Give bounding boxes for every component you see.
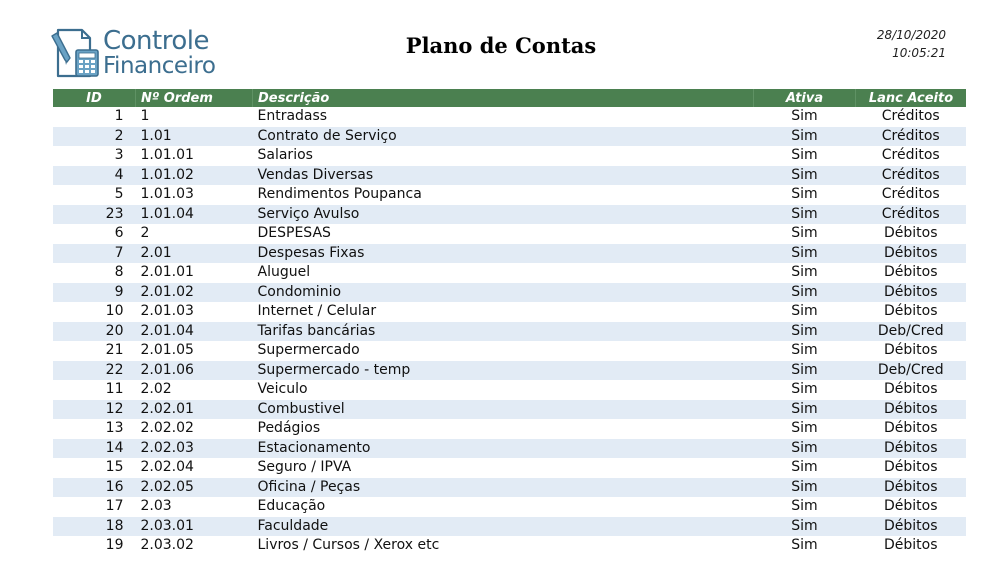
logo (48, 26, 248, 82)
cell-active: Sim (754, 517, 856, 537)
cell-entry-type: Deb/Cred (856, 361, 967, 381)
cell-active: Sim (754, 400, 856, 420)
cell-id: 6 (53, 224, 136, 244)
cell-description: Rendimentos Poupanca (253, 185, 754, 205)
cell-order: 2.03 (136, 497, 253, 517)
cell-order: 2.02.04 (136, 458, 253, 478)
cell-order: 2.02.02 (136, 419, 253, 439)
cell-active: Sim (754, 458, 856, 478)
cell-order: 2.02.01 (136, 400, 253, 420)
calculator-document-icon (48, 26, 102, 80)
cell-order: 2.01.03 (136, 302, 253, 322)
cell-order: 2.03.02 (136, 536, 253, 556)
cell-id: 10 (53, 302, 136, 322)
cell-description: Faculdade (253, 517, 754, 537)
print-date: 28/10/2020 (876, 28, 946, 42)
cell-description: Internet / Celular (253, 302, 754, 322)
cell-description: Supermercado - temp (253, 361, 754, 381)
cell-id: 11 (53, 380, 136, 400)
cell-active: Sim (754, 205, 856, 225)
table-header-row (53, 89, 966, 107)
table-body (53, 107, 966, 556)
cell-entry-type: Débitos (856, 302, 967, 322)
cell-id: 12 (53, 400, 136, 420)
table-row (53, 380, 966, 400)
cell-active: Sim (754, 380, 856, 400)
cell-id: 20 (53, 322, 136, 342)
cell-id: 15 (53, 458, 136, 478)
table-row (53, 127, 966, 147)
cell-id: 13 (53, 419, 136, 439)
cell-order: 2.02.03 (136, 439, 253, 459)
cell-order: 2 (136, 224, 253, 244)
cell-active: Sim (754, 224, 856, 244)
print-time: 10:05:21 (892, 46, 946, 60)
cell-entry-type: Débitos (856, 478, 967, 498)
cell-order: 2.03.01 (136, 517, 253, 537)
table-row (53, 458, 966, 478)
cell-description: Supermercado (253, 341, 754, 361)
cell-id: 3 (53, 146, 136, 166)
cell-active: Sim (754, 107, 856, 127)
cell-id: 22 (53, 361, 136, 381)
cell-id: 8 (53, 263, 136, 283)
table-row (53, 263, 966, 283)
column-header-id: ID (53, 89, 136, 107)
cell-order: 2.01.04 (136, 322, 253, 342)
cell-id: 4 (53, 166, 136, 186)
cell-entry-type: Débitos (856, 439, 967, 459)
cell-description: Livros / Cursos / Xerox etc (253, 536, 754, 556)
cell-entry-type: Créditos (856, 166, 967, 186)
cell-entry-type: Créditos (856, 107, 967, 127)
cell-active: Sim (754, 361, 856, 381)
column-header-description: Descrição (253, 89, 754, 107)
cell-id: 16 (53, 478, 136, 498)
cell-order: 1.01.04 (136, 205, 253, 225)
cell-description: Seguro / IPVA (253, 458, 754, 478)
table-row (53, 107, 966, 127)
cell-active: Sim (754, 439, 856, 459)
cell-active: Sim (754, 283, 856, 303)
cell-entry-type: Débitos (856, 341, 967, 361)
cell-id: 2 (53, 127, 136, 147)
cell-entry-type: Créditos (856, 185, 967, 205)
cell-description: Contrato de Serviço (253, 127, 754, 147)
cell-id: 17 (53, 497, 136, 517)
cell-active: Sim (754, 244, 856, 264)
cell-order: 1.01.03 (136, 185, 253, 205)
table-row (53, 439, 966, 459)
cell-order: 2.01 (136, 244, 253, 264)
table-row (53, 283, 966, 303)
table-row (53, 166, 966, 186)
cell-description: Salarios (253, 146, 754, 166)
cell-entry-type: Débitos (856, 419, 967, 439)
cell-order: 1 (136, 107, 253, 127)
cell-order: 2.01.02 (136, 283, 253, 303)
print-timestamp (877, 26, 946, 62)
table-row (53, 536, 966, 556)
cell-description: Veiculo (253, 380, 754, 400)
cell-id: 18 (53, 517, 136, 537)
cell-active: Sim (754, 497, 856, 517)
cell-description: Despesas Fixas (253, 244, 754, 264)
cell-active: Sim (754, 166, 856, 186)
cell-order: 2.01.01 (136, 263, 253, 283)
cell-description: Oficina / Peças (253, 478, 754, 498)
cell-active: Sim (754, 302, 856, 322)
table-row (53, 341, 966, 361)
page-title: Plano de Contas (405, 33, 597, 58)
cell-id: 7 (53, 244, 136, 264)
cell-id: 14 (53, 439, 136, 459)
cell-active: Sim (754, 263, 856, 283)
cell-entry-type: Débitos (856, 536, 967, 556)
cell-active: Sim (754, 536, 856, 556)
column-header-order: Nº Ordem (136, 89, 253, 107)
cell-description: Aluguel (253, 263, 754, 283)
cell-entry-type: Créditos (856, 127, 967, 147)
cell-description: DESPESAS (253, 224, 754, 244)
cell-id: 19 (53, 536, 136, 556)
cell-entry-type: Débitos (856, 517, 967, 537)
cell-order: 2.01.05 (136, 341, 253, 361)
cell-id: 5 (53, 185, 136, 205)
table-row (53, 185, 966, 205)
table-row (53, 517, 966, 537)
column-header-entry-type: Lanc Aceito (856, 89, 967, 107)
cell-active: Sim (754, 146, 856, 166)
cell-description: Vendas Diversas (253, 166, 754, 186)
cell-id: 9 (53, 283, 136, 303)
logo-text-line2: Financeiro (103, 53, 216, 79)
cell-order: 2.01.06 (136, 361, 253, 381)
cell-order: 1.01 (136, 127, 253, 147)
cell-active: Sim (754, 478, 856, 498)
table-row (53, 302, 966, 322)
cell-active: Sim (754, 419, 856, 439)
cell-order: 1.01.02 (136, 166, 253, 186)
logo-text-line1: Controle (103, 26, 209, 56)
table-row (53, 322, 966, 342)
cell-id: 21 (53, 341, 136, 361)
cell-description: Serviço Avulso (253, 205, 754, 225)
cell-active: Sim (754, 127, 856, 147)
cell-active: Sim (754, 185, 856, 205)
cell-description: Tarifas bancárias (253, 322, 754, 342)
cell-description: Pedágios (253, 419, 754, 439)
cell-description: Entradass (253, 107, 754, 127)
cell-entry-type: Créditos (856, 146, 967, 166)
cell-active: Sim (754, 322, 856, 342)
cell-entry-type: Débitos (856, 380, 967, 400)
cell-active: Sim (754, 341, 856, 361)
table-row (53, 146, 966, 166)
table-row (53, 478, 966, 498)
accounts-table (53, 89, 966, 556)
table-row (53, 419, 966, 439)
table-row (53, 205, 966, 225)
table-row (53, 244, 966, 264)
cell-entry-type: Débitos (856, 497, 967, 517)
column-header-active: Ativa (754, 89, 856, 107)
table-row (53, 224, 966, 244)
cell-entry-type: Débitos (856, 283, 967, 303)
cell-entry-type: Débitos (856, 224, 967, 244)
cell-order: 2.02.05 (136, 478, 253, 498)
cell-entry-type: Débitos (856, 263, 967, 283)
table-row (53, 361, 966, 381)
cell-entry-type: Débitos (856, 458, 967, 478)
cell-id: 23 (53, 205, 136, 225)
cell-order: 1.01.01 (136, 146, 253, 166)
cell-description: Combustivel (253, 400, 754, 420)
table-row (53, 497, 966, 517)
accounts-table-container (53, 89, 952, 556)
cell-description: Educação (253, 497, 754, 517)
cell-entry-type: Deb/Cred (856, 322, 967, 342)
table-row (53, 400, 966, 420)
cell-order: 2.02 (136, 380, 253, 400)
cell-entry-type: Débitos (856, 400, 967, 420)
cell-entry-type: Créditos (856, 205, 967, 225)
cell-entry-type: Débitos (856, 244, 967, 264)
cell-id: 1 (53, 107, 136, 127)
cell-description: Condominio (253, 283, 754, 303)
cell-description: Estacionamento (253, 439, 754, 459)
